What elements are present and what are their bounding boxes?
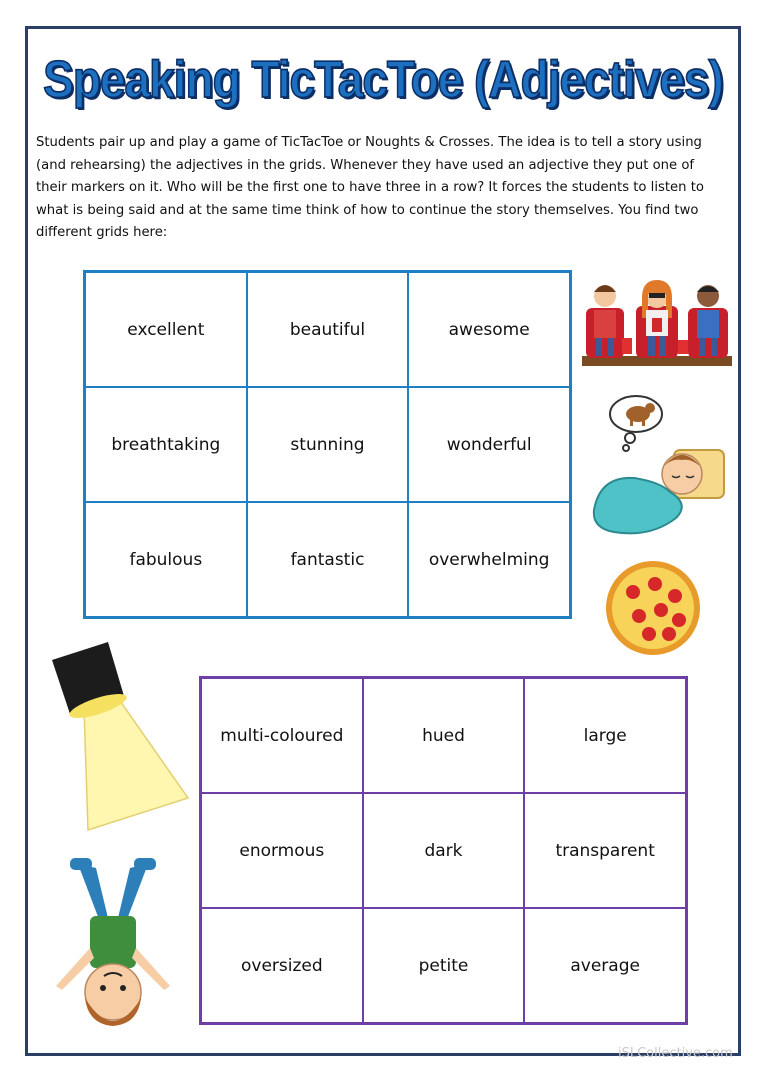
grid1-cell[interactable]: wonderful xyxy=(408,387,570,502)
grid1-cell[interactable]: fabulous xyxy=(85,502,247,617)
grid2-cell[interactable]: hued xyxy=(363,678,525,793)
page-title: Speaking TicTacToe (Adjectives) xyxy=(43,49,723,109)
grid1-cell[interactable]: fantastic xyxy=(247,502,409,617)
grid2-cell[interactable]: transparent xyxy=(524,793,686,908)
spotlight-icon xyxy=(48,638,193,838)
grid2-cell[interactable]: multi-coloured xyxy=(201,678,363,793)
grid1-cell[interactable]: stunning xyxy=(247,387,409,502)
grid2-cell[interactable]: average xyxy=(524,908,686,1023)
intro-paragraph: Students pair up and play a game of TicTacToe or Noughts & Crosses. The idea is to tell a story using (and rehearsing) the adjectives in the grids. Whenever they have used an adjective they put one of their markers on it. Who will be the first one to have three in a row? It forces the students to listen to what is being said and at the same time think of how to continue the story themselves. You find two different grids here: xyxy=(36,135,704,241)
pizza-icon xyxy=(603,558,703,658)
sleeping-child-icon xyxy=(590,392,730,542)
grid2-cell[interactable]: dark xyxy=(363,793,525,908)
grid2-cell[interactable]: oversized xyxy=(201,908,363,1023)
grid1-cell[interactable]: awesome xyxy=(408,272,570,387)
cinema-kids-icon xyxy=(582,278,732,368)
watermark: iSLCollective.com xyxy=(618,1046,733,1061)
tictactoe-grid-1 xyxy=(83,270,572,619)
grid2-cell[interactable]: large xyxy=(524,678,686,793)
grid1-cell[interactable]: breathtaking xyxy=(85,387,247,502)
upside-down-boy-icon xyxy=(48,858,178,1033)
tictactoe-grid-2 xyxy=(199,676,688,1025)
grid1-cell[interactable]: excellent xyxy=(85,272,247,387)
grid2-cell[interactable]: petite xyxy=(363,908,525,1023)
grid2-cell[interactable]: enormous xyxy=(201,793,363,908)
grid1-cell[interactable]: overwhelming xyxy=(408,502,570,617)
grid1-cell[interactable]: beautiful xyxy=(247,272,409,387)
